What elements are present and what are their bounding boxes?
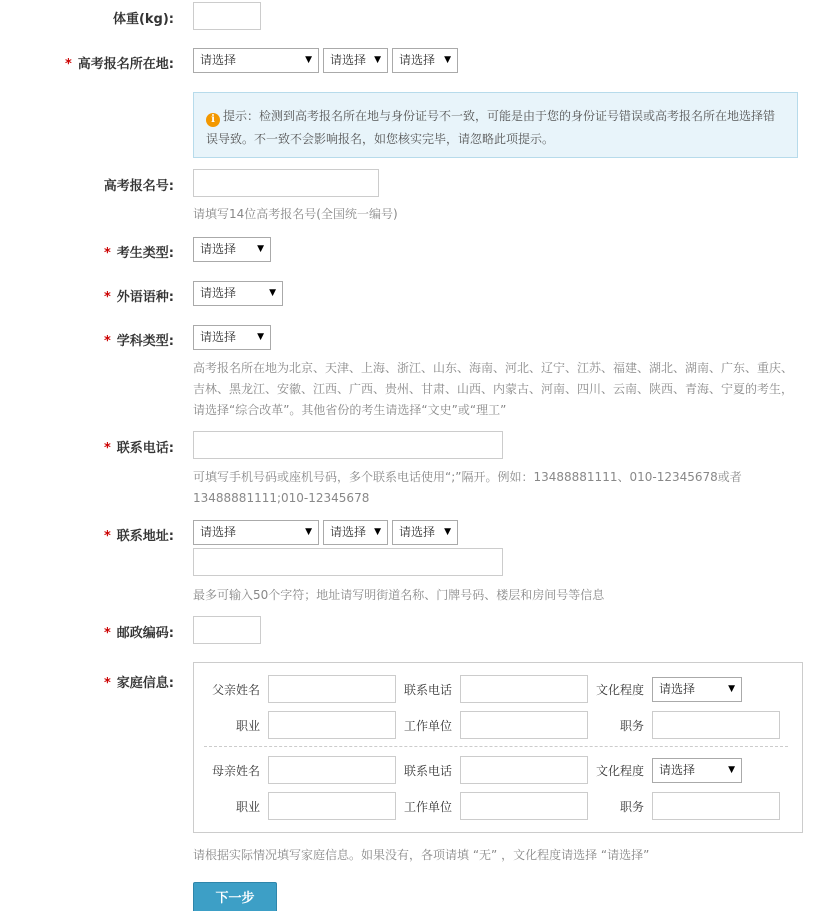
- subject-type-hint: 高考报名所在地为北京、天津、上海、浙江、山东、海南、河北、辽宁、江苏、福建、湖北、湖南、广东、重庆、吉林、黑龙江、安徽、江西、广西、贵州、甘肃、山西、内蒙古、河南、四川、云南、陕西、青海、宁夏的考生，请选择“综合改革”。其他省份的考生请选择“文史”或“理工”: [193, 361, 794, 417]
- triangle-down-icon: ▼: [444, 527, 451, 537]
- weight-label: 体重(kg):: [112, 12, 174, 27]
- subject-type-select[interactable]: 请选择 ▼: [193, 325, 271, 350]
- triangle-down-icon: ▼: [374, 55, 381, 65]
- triangle-down-icon: ▼: [728, 684, 735, 694]
- gaokao-city-select[interactable]: 请选择 ▼: [323, 48, 388, 73]
- required-mark: *: [103, 290, 111, 305]
- required-mark: *: [103, 676, 111, 691]
- weight-input[interactable]: [193, 2, 261, 30]
- foreign-language-label: * 外语语种:: [103, 290, 174, 305]
- family-info-label: * 家庭信息:: [103, 676, 174, 691]
- next-step-button[interactable]: 下一步: [193, 882, 277, 911]
- notice-text: 提示：检测到高考报名所在地与身份证号不一致，可能是由于您的身份证号错误或高考报名所在地选择错误导致。不一致不会影响报名，如您核实完毕，请忽略此项提示。: [206, 109, 776, 146]
- exam-number-input[interactable]: [193, 169, 379, 197]
- mother-workplace-input[interactable]: [460, 792, 588, 820]
- father-occupation-label: 职业: [235, 719, 260, 733]
- triangle-down-icon: ▼: [305, 55, 312, 65]
- required-mark: *: [103, 626, 111, 641]
- mother-education-select[interactable]: 请选择 ▼: [652, 758, 742, 783]
- gaokao-district-select[interactable]: 请选择 ▼: [392, 48, 458, 73]
- phone-hint: 可填写手机号码或座机号码，多个联系电话使用“;”隔开。例如：13488881111、010-12345678或者13488881111;010-12345678: [193, 470, 742, 505]
- address-label: * 联系地址:: [103, 529, 174, 544]
- phone-label: * 联系电话:: [103, 441, 174, 456]
- mother-occupation-input[interactable]: [268, 792, 396, 820]
- father-occupation-input[interactable]: [268, 711, 396, 739]
- mother-position-label: 职务: [619, 800, 644, 814]
- father-name-input[interactable]: [268, 675, 396, 703]
- subject-type-label: * 学科类型:: [103, 334, 174, 349]
- exam-number-hint: 请填写14位高考报名号(全国统一编号): [193, 207, 398, 221]
- mother-education-label: 文化程度: [595, 764, 644, 778]
- info-icon: i: [206, 113, 220, 127]
- postcode-input[interactable]: [193, 616, 261, 644]
- phone-input[interactable]: [193, 431, 503, 459]
- triangle-down-icon: ▼: [374, 527, 381, 537]
- foreign-language-select[interactable]: 请选择 ▼: [193, 281, 283, 306]
- required-mark: *: [103, 246, 111, 261]
- father-workplace-input[interactable]: [460, 711, 588, 739]
- father-name-label: 父亲姓名: [211, 683, 260, 697]
- gaokao-location-label: * 高考报名所在地:: [64, 57, 174, 72]
- family-info-panel: [193, 662, 803, 833]
- father-phone-label: 联系电话: [403, 683, 452, 697]
- family-info-hint: 请根据实际情况填写家庭信息。如果没有，各项请填 “无” ，文化程度请选择 “请选择”: [193, 848, 650, 862]
- mother-phone-label: 联系电话: [403, 764, 452, 778]
- address-city-select[interactable]: 请选择 ▼: [323, 520, 388, 545]
- father-position-input[interactable]: [652, 711, 780, 739]
- father-workplace-label: 工作单位: [403, 719, 452, 733]
- mother-phone-input[interactable]: [460, 756, 588, 784]
- address-hint: 最多可输入50个字符；地址请写明街道名称、门牌号码、楼层和房间号等信息: [193, 588, 605, 602]
- triangle-down-icon: ▼: [257, 332, 264, 342]
- triangle-down-icon: ▼: [305, 527, 312, 537]
- required-mark: *: [103, 334, 111, 349]
- father-position-label: 职务: [619, 719, 644, 733]
- mother-occupation-label: 职业: [235, 800, 260, 814]
- candidate-type-select[interactable]: 请选择 ▼: [193, 237, 271, 262]
- father-education-label: 文化程度: [595, 683, 644, 697]
- address-province-select[interactable]: 请选择 ▼: [193, 520, 319, 545]
- divider: [204, 746, 788, 747]
- mother-position-input[interactable]: [652, 792, 780, 820]
- mother-name-label: 母亲姓名: [211, 764, 260, 778]
- candidate-type-label: * 考生类型:: [103, 246, 174, 261]
- required-mark: *: [103, 529, 111, 544]
- triangle-down-icon: ▼: [728, 765, 735, 775]
- postcode-label: * 邮政编码:: [103, 626, 174, 641]
- address-district-select[interactable]: 请选择 ▼: [392, 520, 458, 545]
- father-education-select[interactable]: 请选择 ▼: [652, 677, 742, 702]
- exam-number-label: 高考报名号:: [103, 179, 174, 194]
- triangle-down-icon: ▼: [257, 244, 264, 254]
- triangle-down-icon: ▼: [269, 288, 276, 298]
- required-mark: *: [103, 441, 111, 456]
- mother-name-input[interactable]: [268, 756, 396, 784]
- gaokao-province-select[interactable]: 请选择 ▼: [193, 48, 319, 73]
- mother-workplace-label: 工作单位: [403, 800, 452, 814]
- address-detail-input[interactable]: [193, 548, 503, 576]
- required-mark: *: [64, 57, 72, 72]
- mismatch-notice: [193, 92, 798, 158]
- father-phone-input[interactable]: [460, 675, 588, 703]
- triangle-down-icon: ▼: [444, 55, 451, 65]
